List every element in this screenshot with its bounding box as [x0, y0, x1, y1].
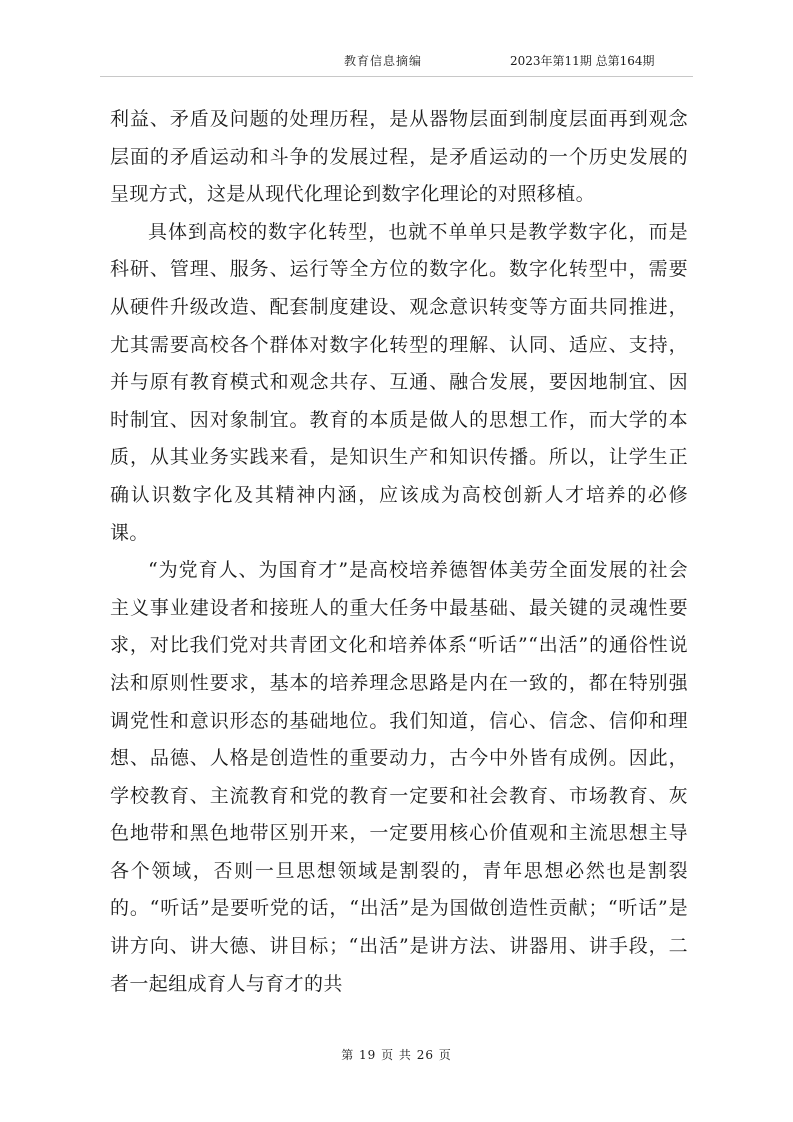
paragraph-digital-transformation: 具体到高校的数字化转型，也就不单单只是教学数字化，而是科研、管理、服务、运行等全方位的数字化。数字化转型中，需要从硬件升级改造、配套制度建设、观念意识转变等方面共同推进，尤其需要高校各个群体对数字化转型的理解、认同、适应、支持，并与原有教育模式和观念共存、互通、融合发展，要因地制宜、因时制宜、因对象制宜。教育的本质是做人的思想工作，而大学的本质，从其业务实践来看，是知识生产和知识传播。所以，让学生正确认识数字化及其精神内涵，应该成为高校创新人才培养的必修课。: [110, 220, 688, 544]
page-number: 第 19 页 共 26 页: [341, 1048, 452, 1062]
page-header: [0, 52, 793, 72]
paragraph-education-mission: “为党育人、为国育才”是高校培养德智体美劳全面发展的社会主义事业建设者和接班人的重大任务中最基础、最关键的灵魂性要求，对比我们党对共青团文化和培养体系“听话”“出活”的通俗性说法和原则性要求，基本的培养理念思路是内在一致的，都在特别强调党性和意识形态的基础地位。我们知道，信心、信念、信仰和理想、品德、人格是创造性的重要动力，古今中外皆有成例。因此，学校教育、主流教育和党的教育一定要和社会教育、市场教育、灰色地带和黑色地带区别开来，一定要用核心价值观和主流思想主导各个领域，否则一旦思想领域是割裂的，青年思想必然也是割裂的。“听话”是要听党的话，“出活”是为国做创造性贡献；“听话”是讲方向、讲大德、讲目标；“出活”是讲方法、讲器用、讲手段，二者一起组成育人与育才的共: [110, 559, 688, 995]
publication-title: 教育信息摘编: [344, 54, 423, 68]
issue-number: 2023年第11期 总第164期: [510, 54, 655, 68]
page-footer: [0, 1046, 793, 1063]
paragraph-continued: 利益、矛盾及问题的处理历程，是从器物层面到制度层面再到观念层面的矛盾运动和斗争的发展过程，是矛盾运动的一个历史发展的呈现方式，这是从现代化理论到数字化理论的对照移植。: [110, 108, 688, 206]
header-divider: [100, 76, 693, 77]
article-body: [110, 101, 688, 1003]
